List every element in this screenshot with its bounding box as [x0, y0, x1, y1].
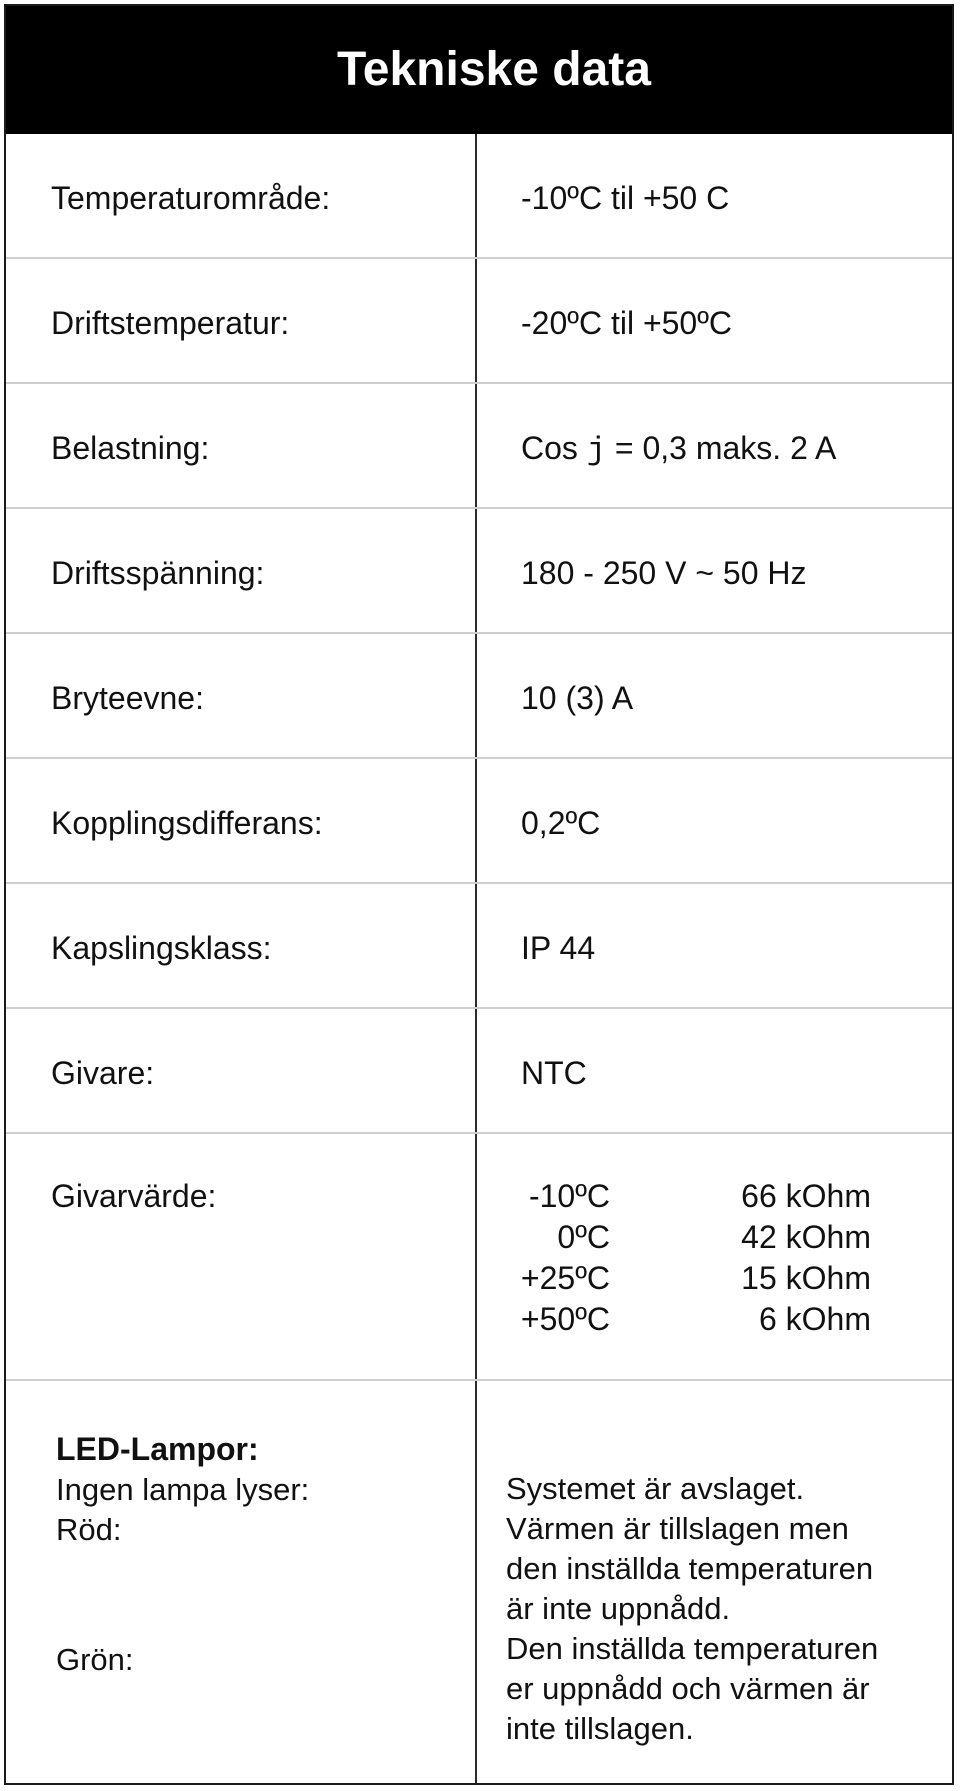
column-divider	[475, 259, 477, 382]
sensor-temp: +50ºC	[520, 1301, 610, 1337]
column-divider	[475, 1134, 477, 1379]
column-divider	[475, 384, 477, 507]
spec-row-sensor	[6, 1009, 952, 1134]
spec-label: Belastning:	[51, 430, 210, 466]
spec-label: Kapslingsklass:	[51, 930, 272, 966]
spec-value	[521, 430, 836, 469]
led-state-label: Röd:	[56, 1512, 122, 1547]
phi-symbol: j	[586, 432, 606, 469]
spec-value: 180 - 250 V ~ 50 Hz	[521, 555, 807, 591]
spec-row-operating-voltage	[6, 509, 952, 634]
led-state-label: Ingen lampa lyser:	[56, 1472, 310, 1507]
column-divider	[475, 634, 477, 757]
led-state-label: Grön:	[56, 1642, 134, 1677]
spec-row-load	[6, 384, 952, 509]
spec-value: IP 44	[521, 930, 596, 966]
spec-label: Driftstemperatur:	[51, 305, 290, 341]
spec-value-suffix: = 0,3 maks. 2 A	[614, 430, 837, 466]
column-divider	[475, 759, 477, 882]
led-state-description: den inställda temperaturen	[506, 1551, 874, 1586]
page-title: Tekniske data	[337, 43, 651, 96]
sensor-resistance: 66 kOhm	[741, 1178, 871, 1214]
sensor-temp: +25ºC	[520, 1260, 610, 1296]
spec-label: Givare:	[51, 1055, 155, 1091]
sensor-temp: -10ºC	[528, 1178, 610, 1214]
sensor-resistance: 6 kOhm	[758, 1301, 871, 1337]
spec-value-prefix: Cos	[521, 430, 578, 466]
sensor-resistance: 15 kOhm	[741, 1260, 871, 1296]
column-divider	[475, 1009, 477, 1132]
spec-value: NTC	[521, 1055, 587, 1091]
technical-data-sheet	[4, 4, 954, 1785]
led-state-description: inte tillslagen.	[506, 1711, 694, 1746]
spec-row-breaking-capacity	[6, 634, 952, 759]
led-section	[6, 1381, 952, 1783]
column-divider	[475, 1381, 477, 1783]
spec-row-temperature-range	[6, 134, 952, 259]
spec-row-switching-differential	[6, 759, 952, 884]
led-state-description: är inte uppnådd.	[506, 1591, 731, 1626]
column-divider	[475, 884, 477, 1007]
led-state-description: er uppnådd och värmen är	[506, 1671, 870, 1706]
spec-value: 10 (3) A	[521, 680, 634, 716]
sensor-temp: 0ºC	[557, 1219, 610, 1255]
spec-row-operating-temperature	[6, 259, 952, 384]
led-state-description: Systemet är avslaget.	[506, 1471, 805, 1506]
spec-value: 0,2ºC	[521, 805, 601, 841]
led-state-description: Den inställda temperaturen	[506, 1631, 879, 1666]
spec-row-sensor-values	[6, 1134, 952, 1381]
spec-label: Driftsspänning:	[51, 555, 265, 591]
spec-label: Bryteevne:	[51, 680, 204, 716]
spec-label: Temperaturområde:	[51, 180, 331, 216]
spec-value: -20ºC til +50ºC	[521, 305, 733, 341]
spec-label: Givarvärde:	[51, 1178, 217, 1214]
led-title: LED-Lampor:	[56, 1431, 259, 1467]
sensor-resistance: 42 kOhm	[741, 1219, 871, 1255]
spec-value: -10ºC til +50 C	[521, 180, 730, 216]
column-divider	[475, 509, 477, 632]
spec-label: Kopplingsdifferans:	[51, 805, 323, 841]
title-bar	[6, 6, 952, 134]
spec-row-enclosure-class	[6, 884, 952, 1009]
led-state-description: Värmen är tillslagen men	[506, 1511, 849, 1546]
column-divider	[475, 134, 477, 257]
